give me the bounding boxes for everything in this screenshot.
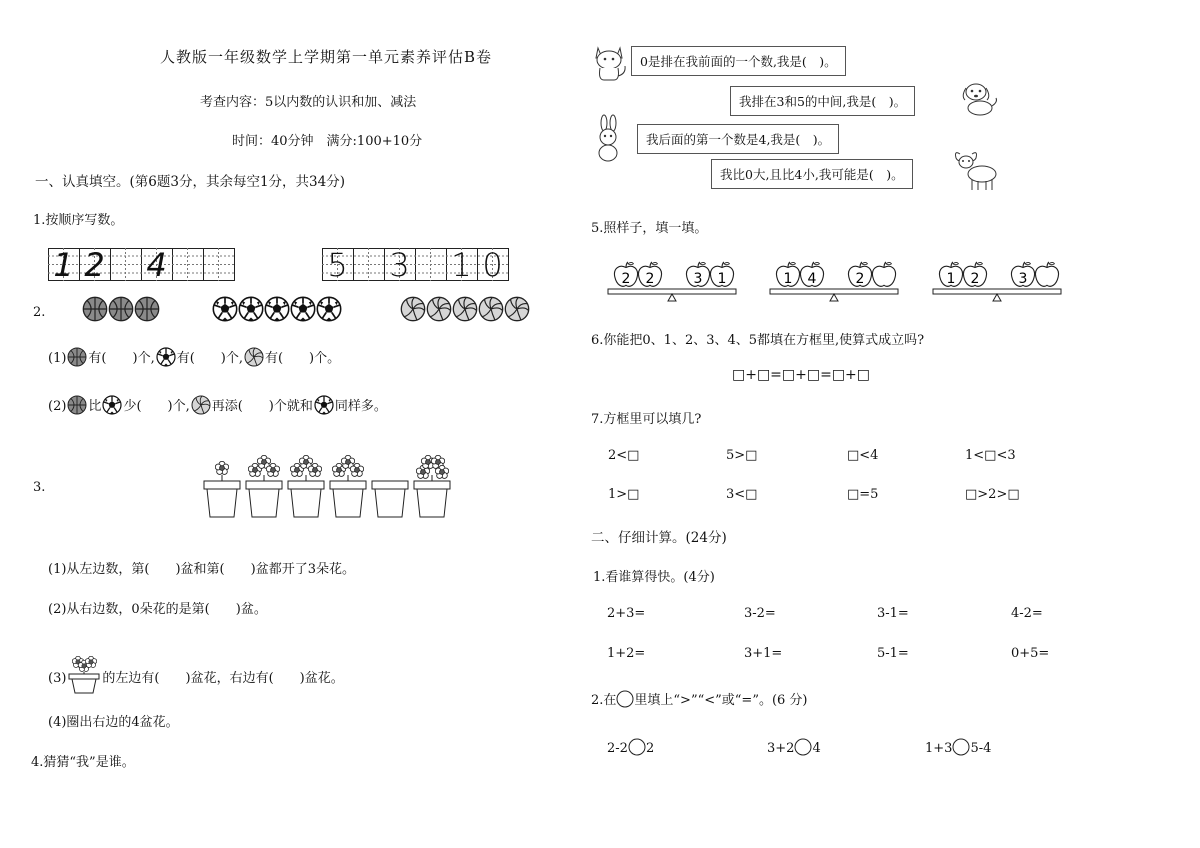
p2-q1-label: 1.看谁算得快。(4分) <box>593 570 715 585</box>
calc-item: 5-1= <box>877 646 909 661</box>
speech-bubble-4: 我比0大,且比4小,我可能是( )。 <box>711 159 913 189</box>
q4-label: 4.猜猜“我”是谁。 <box>31 755 135 770</box>
q7-item: 1<□<3 <box>965 448 1016 463</box>
compare-right: 5-4 <box>970 741 992 756</box>
flower-pot <box>246 455 282 517</box>
flower-pots <box>200 455 460 520</box>
apple-icon <box>1035 262 1058 286</box>
grid2-cell <box>415 248 446 282</box>
grid1-cell: 2 <box>84 246 105 284</box>
apple-number: 1 <box>946 271 956 287</box>
time-line: 时间：40分钟 满分:100+10分 <box>232 134 423 149</box>
compare-left: 1+3 <box>925 741 953 756</box>
basketball-icon <box>67 347 87 367</box>
soccer-ball-icon <box>212 296 238 322</box>
compare-left: 3+2 <box>767 741 795 756</box>
circle-blank-icon[interactable] <box>628 738 646 756</box>
circle-blank-icon <box>616 690 634 708</box>
q2-sub1-t2: 有( )个, <box>176 351 243 366</box>
balance-scale <box>933 262 1061 301</box>
q2-sub2 <box>48 395 387 415</box>
q7-item: 3<□ <box>726 487 758 502</box>
soccer-ball-icon <box>290 296 316 322</box>
rabbit-icon <box>592 115 628 163</box>
volleyball-group <box>400 296 530 326</box>
grid1-cell: 1 <box>53 246 74 284</box>
q2-sub1-t3: 有( )个。 <box>264 351 341 366</box>
calc-item: 3+1= <box>744 646 783 661</box>
calc-item: 3-2= <box>744 606 776 621</box>
q2-sub1 <box>48 347 340 367</box>
speech-bubble-2: 我排在3和5的中间,我是( )。 <box>730 86 915 116</box>
grid1-cell <box>110 248 141 282</box>
q2-sub2-t4: 同样多。 <box>334 399 387 414</box>
q3-s1: (1)从左边数，第( )盆和第( )盆都开了3朵花。 <box>48 562 355 577</box>
q6-equation: □+□=□+□=□+□ <box>732 367 871 383</box>
apple-number: 1 <box>783 271 793 287</box>
compare-left: 2-2 <box>607 741 628 756</box>
volleyball-icon <box>400 296 426 322</box>
grid2-cell <box>353 248 384 282</box>
q3-s4: (4)圈出右边的4盆花。 <box>48 715 179 730</box>
grid2-cell: 3 <box>389 246 410 284</box>
page-title: 人教版一年级数学上学期第一单元素养评估B卷 <box>160 48 493 66</box>
q7-item: 1>□ <box>608 487 640 502</box>
q2-sub2-prefix: (2) <box>48 399 67 414</box>
grid1-cell <box>172 248 203 282</box>
volleyball-icon <box>426 296 452 322</box>
apple-number: 2 <box>970 271 980 287</box>
balance-scales <box>600 255 1070 305</box>
volleyball-icon <box>244 347 264 367</box>
speech-bubble-3: 我后面的第一个数是4,我是( )。 <box>637 124 839 154</box>
apple-number: 3 <box>693 271 703 287</box>
balance-scale <box>608 262 736 301</box>
q7-item: 2<□ <box>608 448 640 463</box>
flower-pot-icon <box>66 654 102 694</box>
grid1-cell: 4 <box>146 246 167 284</box>
soccer-ball-icon <box>238 296 264 322</box>
flower-pot <box>372 481 408 517</box>
grid2-cell: 1 <box>451 246 472 284</box>
q7-item: □=5 <box>847 487 879 502</box>
q2-label: 2. <box>33 305 46 320</box>
q2-sub2-t1: 比 <box>88 399 102 414</box>
compare-item <box>767 738 821 756</box>
basketball-icon <box>108 296 134 322</box>
p2-q2-label-a: 2.在 <box>591 693 617 708</box>
basketball-icon <box>67 395 87 415</box>
q2-sub2-t3: 再添( )个就和 <box>211 399 313 414</box>
q2-sub1-prefix: (1) <box>48 351 67 366</box>
q1-label: 1.按顺序写数。 <box>33 213 124 228</box>
calc-item: 4-2= <box>1011 606 1043 621</box>
volleyball-icon <box>478 296 504 322</box>
q6-label: 6.你能把0、1、2、3、4、5都填在方框里,使算式成立吗? <box>591 333 925 348</box>
q7-item: □>2>□ <box>965 487 1020 502</box>
q7-item: 5>□ <box>726 448 758 463</box>
section1-heading: 一、认真填空。(第6题3分，其余每空1分，共34分) <box>35 174 345 190</box>
flower-pot <box>330 455 366 517</box>
speech-bubble-1: 0是排在我前面的一个数,我是( )。 <box>631 46 846 76</box>
apple-number: 2 <box>645 271 655 287</box>
q3-s3-prefix: (3) <box>48 671 67 686</box>
soccer-ball-icon <box>316 296 342 322</box>
calc-item: 1+2= <box>607 646 646 661</box>
cat-icon <box>592 44 628 82</box>
apple-icon <box>872 262 895 286</box>
calc-item: 0+5= <box>1011 646 1050 661</box>
grid2-cell: 0 <box>482 246 503 284</box>
compare-right: 2 <box>645 741 655 756</box>
basketball-group <box>82 296 160 326</box>
q3-s2: (2)从右边数，0朵花的是第( )盆。 <box>48 602 267 617</box>
calc-item: 3-1= <box>877 606 909 621</box>
apple-number: 2 <box>621 271 631 287</box>
grid1-cell <box>203 248 234 282</box>
q2-sub2-t2: 少( )个, <box>123 399 190 414</box>
q3-s3-text: 的左边有( )盆花，右边有( )盆花。 <box>102 671 344 686</box>
grid2-cell: 5 <box>327 246 348 284</box>
p2-q2-label <box>591 689 808 708</box>
apple-number: 1 <box>717 271 727 287</box>
apple-number: 2 <box>855 271 865 287</box>
basketball-icon <box>134 296 160 322</box>
volleyball-icon <box>452 296 478 322</box>
soccer-ball-icon <box>314 395 334 415</box>
compare-item <box>607 738 654 756</box>
flower-pot <box>288 455 324 517</box>
soccer-ball-icon <box>264 296 290 322</box>
q7-label: 7.方框里可以填几? <box>591 412 702 427</box>
apple-number: 3 <box>1018 271 1028 287</box>
compare-item <box>925 738 991 756</box>
content-line: 考查内容：5以内数的认识和加、减法 <box>200 95 417 110</box>
volleyball-icon <box>191 395 211 415</box>
flower-pot <box>414 455 450 517</box>
q7-item: □<4 <box>847 448 879 463</box>
flower-icon <box>215 461 228 474</box>
calc-item: 2+3= <box>607 606 646 621</box>
compare-right: 4 <box>812 741 821 756</box>
q3-label: 3. <box>33 480 46 495</box>
flower-pot <box>204 461 240 517</box>
q3-s3 <box>48 654 344 694</box>
apple-number: 4 <box>807 271 817 287</box>
dog-icon <box>960 78 1000 118</box>
p2-q2-label-b: 里填上“>”“<”或“=”。(6 分) <box>634 693 808 708</box>
soccer-ball-group <box>212 296 342 326</box>
circle-blank-icon[interactable] <box>794 738 812 756</box>
balance-scale <box>770 262 898 301</box>
circle-blank-icon[interactable] <box>952 738 970 756</box>
q5-label: 5.照样子，填一填。 <box>591 221 708 236</box>
section2-heading: 二、仔细计算。(24分) <box>591 530 727 546</box>
volleyball-icon <box>504 296 530 322</box>
soccer-ball-icon <box>102 395 122 415</box>
goat-icon <box>952 148 1000 192</box>
soccer-ball-icon <box>156 347 176 367</box>
q2-sub1-t1: 有( )个, <box>88 351 155 366</box>
basketball-icon <box>82 296 108 322</box>
